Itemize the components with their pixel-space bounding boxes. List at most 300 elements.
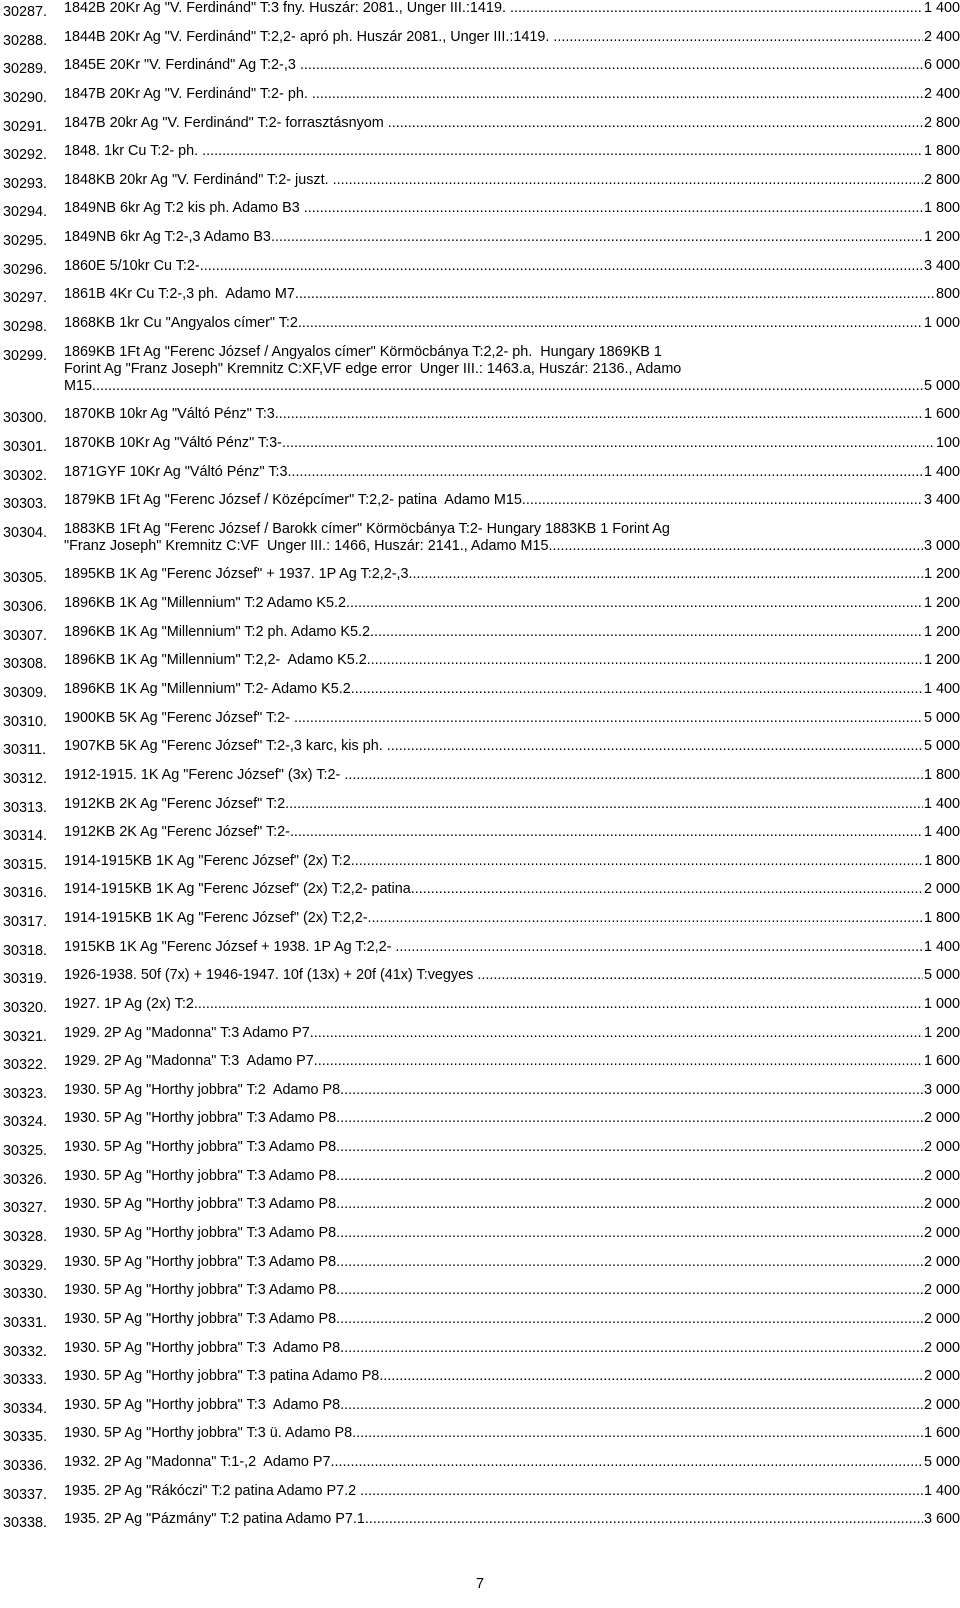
lot-description: 1844B 20Kr Ag "V. Ferdinánd" T:2,2- apró ph. Huszár 2081., Unger III.:1419.: [64, 28, 554, 45]
lot-price: 1 000: [923, 314, 960, 331]
lot-description: 1842B 20Kr Ag "V. Ferdinánd" T:3 fny. Huszár: 2081., Unger III.:1419.: [64, 0, 510, 16]
lot-line: [64, 1340, 960, 1357]
lot-description: 1848. 1kr Cu T:2- ph.: [64, 143, 203, 160]
lot-description: 1860E 5/10kr Cu T:2-: [64, 257, 200, 274]
lot-number: 30292.: [3, 147, 48, 164]
lot-description-block: [64, 910, 960, 927]
dot-leader: [367, 652, 923, 669]
lot-line: [64, 29, 960, 46]
lot-line: [64, 1225, 960, 1242]
lot-number: 30313.: [3, 799, 48, 816]
lot-entry: [0, 1196, 960, 1217]
lot-line: [64, 853, 960, 870]
dot-leader: [352, 1425, 923, 1442]
lot-number: 30311.: [3, 742, 46, 759]
lot-number: 30297.: [3, 290, 48, 307]
lot-entry: [0, 995, 960, 1016]
lot-entry: [0, 766, 960, 787]
lot-description-block: [64, 652, 960, 669]
lot-description-block: [64, 86, 960, 103]
lot-description: 1915KB 1K Ag "Ferenc József + 1938. 1P Ag T:2,2-: [64, 938, 396, 955]
lot-line: [64, 796, 960, 813]
lot-description-block: [64, 315, 960, 332]
lot-description-block: [64, 1110, 960, 1127]
dot-leader: [346, 595, 923, 612]
lot-price: 2 000: [923, 1167, 960, 1184]
lot-number: 30291.: [3, 118, 48, 135]
dot-leader: [304, 200, 923, 217]
dot-leader: [340, 1082, 923, 1099]
lot-description: 1930. 5P Ag "Horthy jobbra" T:2 Adamo P8: [64, 1081, 341, 1098]
lot-number: 30310.: [3, 713, 48, 730]
lot-description-block: [64, 200, 960, 217]
lot-description: 1912-1915. 1K Ag "Ferenc József" (3x) T:2-: [64, 766, 345, 783]
lot-entry: [0, 257, 960, 278]
lot-price: 2 000: [923, 881, 960, 898]
lot-entry: [0, 680, 960, 701]
lot-description: 1930. 5P Ag "Horthy jobbra" T:3 Adamo P8: [64, 1253, 337, 1270]
page-number: 7: [475, 1576, 484, 1592]
lot-line: [64, 1282, 960, 1299]
lot-entry: [0, 967, 960, 988]
lot-description-block: [64, 406, 960, 423]
lot-price: 3 000: [923, 1081, 960, 1098]
dot-leader: [336, 1282, 923, 1299]
lot-number: 30327.: [3, 1200, 48, 1217]
dot-leader: [314, 1053, 923, 1070]
dot-leader: [351, 681, 923, 698]
lot-price: 1 200: [923, 595, 960, 612]
lot-description-block: [64, 1254, 960, 1271]
dot-leader: [92, 378, 923, 395]
lot-price: 1 400: [923, 680, 960, 697]
lot-entry: [0, 114, 960, 135]
lot-description-block: [64, 521, 960, 555]
dot-leader: [388, 115, 923, 132]
lot-line: [64, 200, 960, 217]
lot-entry: [0, 1339, 960, 1360]
lot-number: 30334.: [3, 1400, 48, 1417]
lot-number: 30316.: [3, 885, 48, 902]
lot-entry: [0, 881, 960, 902]
lot-price: 5 000: [923, 967, 960, 984]
lot-line: [64, 939, 960, 956]
lot-description: 1929. 2P Ag "Madonna" T:3 Adamo P7: [64, 1024, 310, 1041]
lot-number: 30322.: [3, 1057, 48, 1074]
dot-leader: [271, 229, 923, 246]
lot-line: [64, 1311, 960, 1328]
lot-description-block: [64, 796, 960, 813]
lot-line: [64, 1053, 960, 1070]
dot-leader: [409, 566, 923, 583]
lot-description: "Franz Joseph" Kremnitz C:VF Unger III.: 1466, Huszár: 2141., Adamo M15: [64, 537, 549, 554]
lot-entry: [0, 1139, 960, 1160]
lot-price: 2 400: [923, 28, 960, 45]
lot-description-block: [64, 435, 960, 452]
lot-price: 1 200: [923, 566, 960, 583]
dot-leader: [379, 1368, 923, 1385]
lot-entry: [0, 1253, 960, 1274]
lot-entry: [0, 1282, 960, 1303]
lot-description: 1868KB 1kr Cu "Angyalos címer" T:2: [64, 314, 298, 331]
lot-description-block: [64, 853, 960, 870]
lot-description: 1927. 1P Ag (2x) T:2: [64, 995, 194, 1012]
lot-line: [64, 1511, 960, 1528]
lot-entry: [0, 795, 960, 816]
lot-description: 1847B 20kr Ag "V. Ferdinánd" T:2- forrasztásnyom: [64, 114, 388, 131]
lot-price: 1 400: [923, 824, 960, 841]
lot-description: 1914-1915KB 1K Ag "Ferenc József" (2x) T:2,2- patina: [64, 881, 411, 898]
lot-description-block: [64, 1082, 960, 1099]
dot-leader: [553, 29, 923, 46]
lot-description: 1930. 5P Ag "Horthy jobbra" T:3 Adamo P8: [64, 1139, 337, 1156]
lot-price: 1 400: [923, 795, 960, 812]
lot-description: 1849NB 6kr Ag T:2-,3 Adamo B3: [64, 229, 271, 246]
dot-leader: [477, 967, 923, 984]
lot-entry: [0, 595, 960, 616]
dot-leader: [336, 1196, 923, 1213]
lot-price: 2 000: [923, 1253, 960, 1270]
lot-description: 1914-1915KB 1K Ag "Ferenc József" (2x) T:2: [64, 852, 351, 869]
dot-leader: [510, 0, 923, 17]
lot-entry: [0, 1024, 960, 1045]
dot-leader: [290, 824, 923, 841]
lot-line: [64, 0, 960, 17]
lot-entry: [0, 434, 960, 455]
lot-description-block: [64, 1225, 960, 1242]
lot-number: 30304.: [3, 524, 48, 541]
lot-description-block: [64, 1053, 960, 1070]
lot-description-block: [64, 57, 960, 74]
lot-description-block: [64, 115, 960, 132]
lot-description-block: [64, 1397, 960, 1414]
lot-line: [64, 624, 960, 641]
lot-price: 5 000: [923, 377, 960, 394]
lot-line: [64, 115, 960, 132]
lot-line: [64, 1397, 960, 1414]
lot-number: 30307.: [3, 627, 48, 644]
lot-description: 1896KB 1K Ag "Millennium" T:2- Adamo K5.2: [64, 680, 351, 697]
lot-line: [64, 652, 960, 669]
lot-price: 2 000: [923, 1310, 960, 1327]
lot-description-block: [64, 172, 960, 189]
lot-description: 1845E 20Kr "V. Ferdinánd" Ag T:2-,3: [64, 57, 300, 74]
dot-leader: [340, 1397, 923, 1414]
lot-description-block: [64, 1168, 960, 1185]
lot-description-line: 1883KB 1Ft Ag "Ferenc József / Barokk címer" Körmöcbánya T:2- Hungary 1883KB 1 Forint Ag: [64, 520, 670, 537]
dot-leader: [351, 853, 923, 870]
lot-line: [64, 286, 960, 303]
lot-description-block: [64, 1483, 960, 1500]
lot-line: [64, 1196, 960, 1213]
lot-price: 1 400: [923, 1482, 960, 1499]
dot-leader: [411, 881, 923, 898]
lot-line: [64, 1025, 960, 1042]
lot-line: [64, 595, 960, 612]
lot-line: [64, 492, 960, 509]
lot-number: 30315.: [3, 856, 48, 873]
lot-price: 1 400: [923, 463, 960, 480]
lot-description: 1896KB 1K Ag "Millennium" T:2 Adamo K5.2: [64, 595, 346, 612]
lot-description: 1912KB 2K Ag "Ferenc József" T:2-: [64, 824, 290, 841]
lot-description: 1930. 5P Ag "Horthy jobbra" T:3 Adamo P8: [64, 1339, 341, 1356]
dot-leader: [282, 435, 935, 452]
lot-description-line: 1869KB 1Ft Ag "Ferenc József / Angyalos címer" Körmöcbánya T:2,2- ph. Hungary 1869KB 1: [64, 343, 662, 360]
lot-price: 1 400: [923, 0, 960, 16]
lot-number: 30288.: [3, 32, 48, 49]
dot-leader: [340, 1340, 923, 1357]
lot-line: [64, 1110, 960, 1127]
lot-number: 30312.: [3, 770, 48, 787]
lot-entry: [0, 492, 960, 513]
lot-description-block: [64, 1311, 960, 1328]
dot-leader: [298, 315, 923, 332]
lot-entry: [0, 171, 960, 192]
lot-price: 3 400: [923, 257, 960, 274]
lot-price: 1 600: [923, 1053, 960, 1070]
lot-description: 1871GYF 10Kr Ag "Váltó Pénz" T:3: [64, 463, 288, 480]
lot-number: 30302.: [3, 467, 48, 484]
lot-number: 30338.: [3, 1515, 48, 1532]
lot-entry: [0, 1368, 960, 1389]
lot-description-block: [64, 29, 960, 46]
lot-entry: [0, 709, 960, 730]
lot-price: 3 400: [923, 492, 960, 509]
lot-description: 1932. 2P Ag "Madonna" T:1-,2 Adamo P7: [64, 1454, 331, 1471]
lot-description: 1896KB 1K Ag "Millennium" T:2,2- Adamo K5.2: [64, 652, 367, 669]
lot-line: [64, 464, 960, 481]
lot-entry: [0, 910, 960, 931]
lot-number: 30306.: [3, 599, 48, 616]
lot-description-block: [64, 1282, 960, 1299]
lot-price: 2 000: [923, 1196, 960, 1213]
lot-description: 1930. 5P Ag "Horthy jobbra" T:3 Adamo P8: [64, 1110, 337, 1127]
lot-line: [64, 910, 960, 927]
dot-leader: [549, 538, 923, 555]
dot-leader: [310, 1025, 923, 1042]
lot-number: 30309.: [3, 684, 48, 701]
lot-description: M15: [64, 377, 92, 394]
lot-entry: [0, 229, 960, 250]
lot-description: 1870KB 10Kr Ag "Váltó Pénz" T:3-: [64, 434, 282, 451]
lot-entry: [0, 1482, 960, 1503]
lot-price: 800: [935, 286, 960, 303]
lot-line: [64, 57, 960, 74]
lot-price: 2 800: [923, 171, 960, 188]
lot-entry: [0, 566, 960, 587]
lot-description-block: [64, 1139, 960, 1156]
dot-leader: [295, 286, 935, 303]
dot-leader: [387, 738, 923, 755]
lot-description-block: [64, 738, 960, 755]
lot-description-block: [64, 996, 960, 1013]
lot-price: 3 600: [923, 1511, 960, 1528]
lot-description-block: [64, 258, 960, 275]
lot-description-block: [64, 1454, 960, 1471]
dot-leader: [194, 996, 923, 1013]
lot-entry: [0, 938, 960, 959]
lot-description-block: [64, 1025, 960, 1042]
lot-description: 1895KB 1K Ag "Ferenc József" + 1937. 1P Ag T:2,2-,3: [64, 566, 409, 583]
dot-leader: [336, 1254, 923, 1271]
lot-entry: [0, 1167, 960, 1188]
lot-number: 30299.: [3, 347, 48, 364]
lot-description: 1847B 20Kr Ag "V. Ferdinánd" T:2- ph.: [64, 85, 312, 102]
lot-description-block: [64, 1196, 960, 1213]
lot-line: [64, 435, 960, 452]
dot-leader: [344, 767, 923, 784]
lot-number: 30321.: [3, 1028, 48, 1045]
lot-price: 2 000: [923, 1139, 960, 1156]
dot-leader: [275, 406, 923, 423]
lot-entry: [0, 200, 960, 221]
lot-price: 1 800: [923, 852, 960, 869]
lot-entry: [0, 286, 960, 307]
lot-entry: [0, 57, 960, 78]
lot-line: [64, 566, 960, 583]
dot-leader: [368, 910, 923, 927]
lot-description-block: [64, 566, 960, 583]
lot-description-block: [64, 939, 960, 956]
lot-entry: [0, 1425, 960, 1446]
lot-number: 30296.: [3, 261, 48, 278]
lot-line: [64, 538, 960, 555]
lot-entry: [0, 852, 960, 873]
lot-description: 1907KB 5K Ag "Ferenc József" T:2-,3 karc, kis ph.: [64, 738, 387, 755]
lot-entry: [0, 1511, 960, 1532]
lot-entry: [0, 1225, 960, 1246]
lot-line: [64, 738, 960, 755]
lot-number: 30325.: [3, 1143, 48, 1160]
lot-line: [64, 881, 960, 898]
lot-number: 30300.: [3, 410, 48, 427]
lot-price: 1 200: [923, 1024, 960, 1041]
lot-description: 1900KB 5K Ag "Ferenc József" T:2-: [64, 709, 294, 726]
dot-leader: [370, 624, 923, 641]
dot-leader: [336, 1225, 923, 1242]
lot-entry: [0, 85, 960, 106]
lot-number: 30318.: [3, 942, 48, 959]
lot-description-block: [64, 1368, 960, 1385]
lot-price: 1 600: [923, 1425, 960, 1442]
lot-price: 1 200: [923, 623, 960, 640]
lot-number: 30295.: [3, 233, 48, 250]
lot-entry: [0, 1081, 960, 1102]
lot-line: [64, 172, 960, 189]
dot-leader: [288, 464, 923, 481]
lot-description: 1926-1938. 50f (7x) + 1946-1947. 10f (13x) + 20f (41x) T:vegyes: [64, 967, 478, 984]
lot-description-block: [64, 1425, 960, 1442]
lot-price: 2 000: [923, 1339, 960, 1356]
lot-entry: [0, 652, 960, 673]
lot-price: 1 800: [923, 143, 960, 160]
lot-number: 30290.: [3, 89, 48, 106]
lot-price: 1 600: [923, 406, 960, 423]
lot-entry: [0, 344, 960, 395]
lot-description-block: [64, 681, 960, 698]
lot-number: 30308.: [3, 656, 48, 673]
lot-price: 2 000: [923, 1396, 960, 1413]
lot-number: 30298.: [3, 318, 48, 335]
lot-entry: [0, 1454, 960, 1475]
dot-leader: [200, 258, 923, 275]
lot-price: 1 800: [923, 200, 960, 217]
lot-entry: [0, 406, 960, 427]
lot-number: 30335.: [3, 1429, 48, 1446]
lot-line: [64, 1368, 960, 1385]
lot-number: 30305.: [3, 570, 48, 587]
lot-number: 30326.: [3, 1171, 48, 1188]
lot-line: [64, 1168, 960, 1185]
lot-number: 30337.: [3, 1486, 48, 1503]
lot-description-block: [64, 286, 960, 303]
lot-line: [64, 681, 960, 698]
dot-leader: [336, 1110, 923, 1127]
lot-number: 30301.: [3, 438, 48, 455]
dot-leader: [331, 1454, 923, 1471]
lot-description: 1935. 2P Ag "Rákóczi" T:2 patina Adamo P7.2: [64, 1482, 361, 1499]
lot-entry: [0, 314, 960, 335]
lot-description: 1930. 5P Ag "Horthy jobbra" T:3 ü. Adamo P8: [64, 1425, 353, 1442]
lot-number: 30317.: [3, 914, 48, 931]
dot-leader: [522, 492, 923, 509]
lot-description-block: [64, 143, 960, 160]
lot-description: 1861B 4Kr Cu T:2-,3 ph. Adamo M7: [64, 286, 295, 303]
lot-number: 30314.: [3, 828, 48, 845]
lot-description: 1912KB 2K Ag "Ferenc József" T:2: [64, 795, 286, 812]
lot-price: 3 000: [923, 537, 960, 554]
lot-number: 30331.: [3, 1314, 48, 1331]
lot-number: 30319.: [3, 971, 48, 988]
lot-description: 1879KB 1Ft Ag "Ferenc József / Középcímer" T:2,2- patina Adamo M15: [64, 492, 522, 509]
lot-price: 1 400: [923, 938, 960, 955]
lot-line: [64, 1483, 960, 1500]
lot-description: 1935. 2P Ag "Pázmány" T:2 patina Adamo P7.1: [64, 1511, 365, 1528]
lot-line: [64, 406, 960, 423]
dot-leader: [395, 939, 923, 956]
dot-leader: [336, 1311, 923, 1328]
lot-price: 5 000: [923, 1454, 960, 1471]
lot-number: 30293.: [3, 175, 48, 192]
lot-price: 5 000: [923, 738, 960, 755]
lot-number: 30330.: [3, 1286, 48, 1303]
lot-number: 30333.: [3, 1372, 48, 1389]
lot-price: 2 400: [923, 85, 960, 102]
lot-line: [64, 258, 960, 275]
lot-entry: [0, 463, 960, 484]
lot-description-block: [64, 767, 960, 784]
lot-line: [64, 1425, 960, 1442]
lot-entry: [0, 738, 960, 759]
lot-description-block: [64, 492, 960, 509]
lot-price: 6 000: [923, 57, 960, 74]
lot-description: 1870KB 10kr Ag "Váltó Pénz" T:3: [64, 406, 275, 423]
lot-number: 30320.: [3, 999, 48, 1016]
lot-number: 30303.: [3, 496, 48, 513]
lot-price: 1 200: [923, 229, 960, 246]
lot-description: 1896KB 1K Ag "Millennium" T:2 ph. Adamo K5.2: [64, 623, 370, 640]
lot-description-block: [64, 1511, 960, 1528]
lot-number: 30294.: [3, 204, 48, 221]
lot-number: 30332.: [3, 1343, 48, 1360]
lot-description-block: [64, 344, 960, 395]
lot-entry: [0, 143, 960, 164]
lot-number: 30323.: [3, 1085, 48, 1102]
dot-leader: [285, 796, 923, 813]
lot-price: 1 800: [923, 910, 960, 927]
lot-number: 30289.: [3, 61, 48, 78]
lot-line: [64, 1139, 960, 1156]
